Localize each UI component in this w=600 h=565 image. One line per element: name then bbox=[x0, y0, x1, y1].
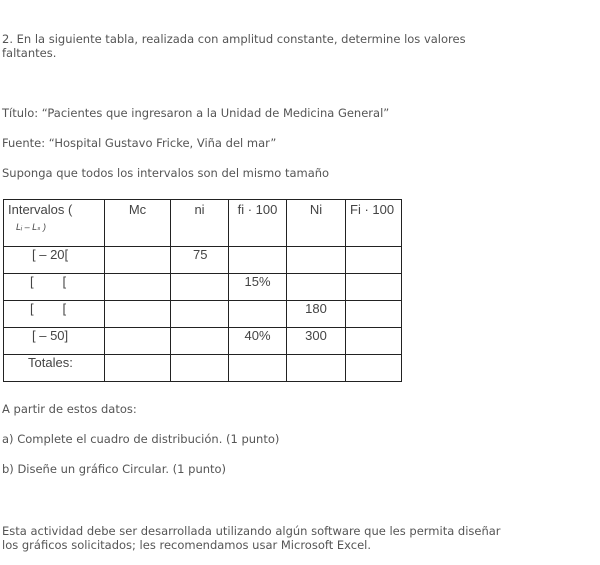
Ni-total-cell bbox=[287, 355, 346, 382]
data-intro: A partir de estos datos: bbox=[2, 402, 137, 416]
fi100-cell bbox=[229, 247, 287, 274]
frequency-table bbox=[3, 199, 402, 382]
Fi100-cell bbox=[346, 274, 402, 301]
table-source: Fuente: “Hospital Gustavo Fricke, Viña del mar” bbox=[2, 136, 277, 150]
header-Fi100: Fi · 100 bbox=[346, 200, 402, 247]
ni-cell bbox=[171, 274, 229, 301]
question-text bbox=[2, 32, 466, 60]
Ni-cell bbox=[287, 274, 346, 301]
assumption-text: Suponga que todos los intervalos son del mismo tamaño bbox=[2, 166, 330, 180]
table-row bbox=[4, 328, 402, 355]
table-row bbox=[4, 274, 402, 301]
mc-cell bbox=[105, 247, 171, 274]
header-ni: ni bbox=[171, 200, 229, 247]
fi100-total-cell bbox=[229, 355, 287, 382]
fi100-cell: 40% bbox=[229, 328, 287, 355]
mc-cell bbox=[105, 301, 171, 328]
activity-line-1: Esta actividad debe ser desarrollada utilizando algún software que les permita diseñar bbox=[2, 524, 501, 538]
header-intervalos-line2: Lᵢ – Lₛ ) bbox=[16, 222, 46, 232]
ni-cell bbox=[171, 301, 229, 328]
header-intervalos-line1: Intervalos ( bbox=[8, 202, 73, 217]
table-header-row bbox=[4, 200, 402, 247]
totals-label: Totales: bbox=[4, 355, 105, 382]
ni-cell: 75 bbox=[171, 247, 229, 274]
table-row bbox=[4, 247, 402, 274]
interval-cell: [ – 20[ bbox=[4, 247, 105, 274]
table-row bbox=[4, 301, 402, 328]
Fi100-cell bbox=[346, 328, 402, 355]
item-a: a) Complete el cuadro de distribución. (1 punto) bbox=[2, 432, 280, 446]
Ni-cell bbox=[287, 247, 346, 274]
header-Ni: Ni bbox=[287, 200, 346, 247]
ni-total-cell bbox=[171, 355, 229, 382]
header-intervalos bbox=[4, 200, 105, 247]
activity-note bbox=[2, 524, 501, 552]
question-line-2: faltantes. bbox=[2, 46, 57, 60]
table-title: Título: “Pacientes que ingresaron a la Unidad de Medicina General” bbox=[2, 106, 390, 120]
interval-cell: [ [ bbox=[4, 274, 105, 301]
question-line-1: 2. En la siguiente tabla, realizada con amplitud constante, determine los valores bbox=[2, 32, 466, 46]
activity-line-2: los gráficos solicitados; les recomendamos usar Microsoft Excel. bbox=[2, 538, 371, 552]
totals-row bbox=[4, 355, 402, 382]
Fi100-total-cell bbox=[346, 355, 402, 382]
fi100-cell bbox=[229, 301, 287, 328]
mc-cell bbox=[105, 274, 171, 301]
interval-cell: [ [ bbox=[4, 301, 105, 328]
Fi100-cell bbox=[346, 247, 402, 274]
Fi100-cell bbox=[346, 301, 402, 328]
item-b: b) Diseñe un gráfico Circular. (1 punto) bbox=[2, 462, 227, 476]
fi100-cell: 15% bbox=[229, 274, 287, 301]
Ni-cell: 180 bbox=[287, 301, 346, 328]
header-fi100: fi · 100 bbox=[229, 200, 287, 247]
interval-cell: [ – 50] bbox=[4, 328, 105, 355]
Ni-cell: 300 bbox=[287, 328, 346, 355]
mc-total-cell bbox=[105, 355, 171, 382]
mc-cell bbox=[105, 328, 171, 355]
ni-cell bbox=[171, 328, 229, 355]
header-mc: Mc bbox=[105, 200, 171, 247]
